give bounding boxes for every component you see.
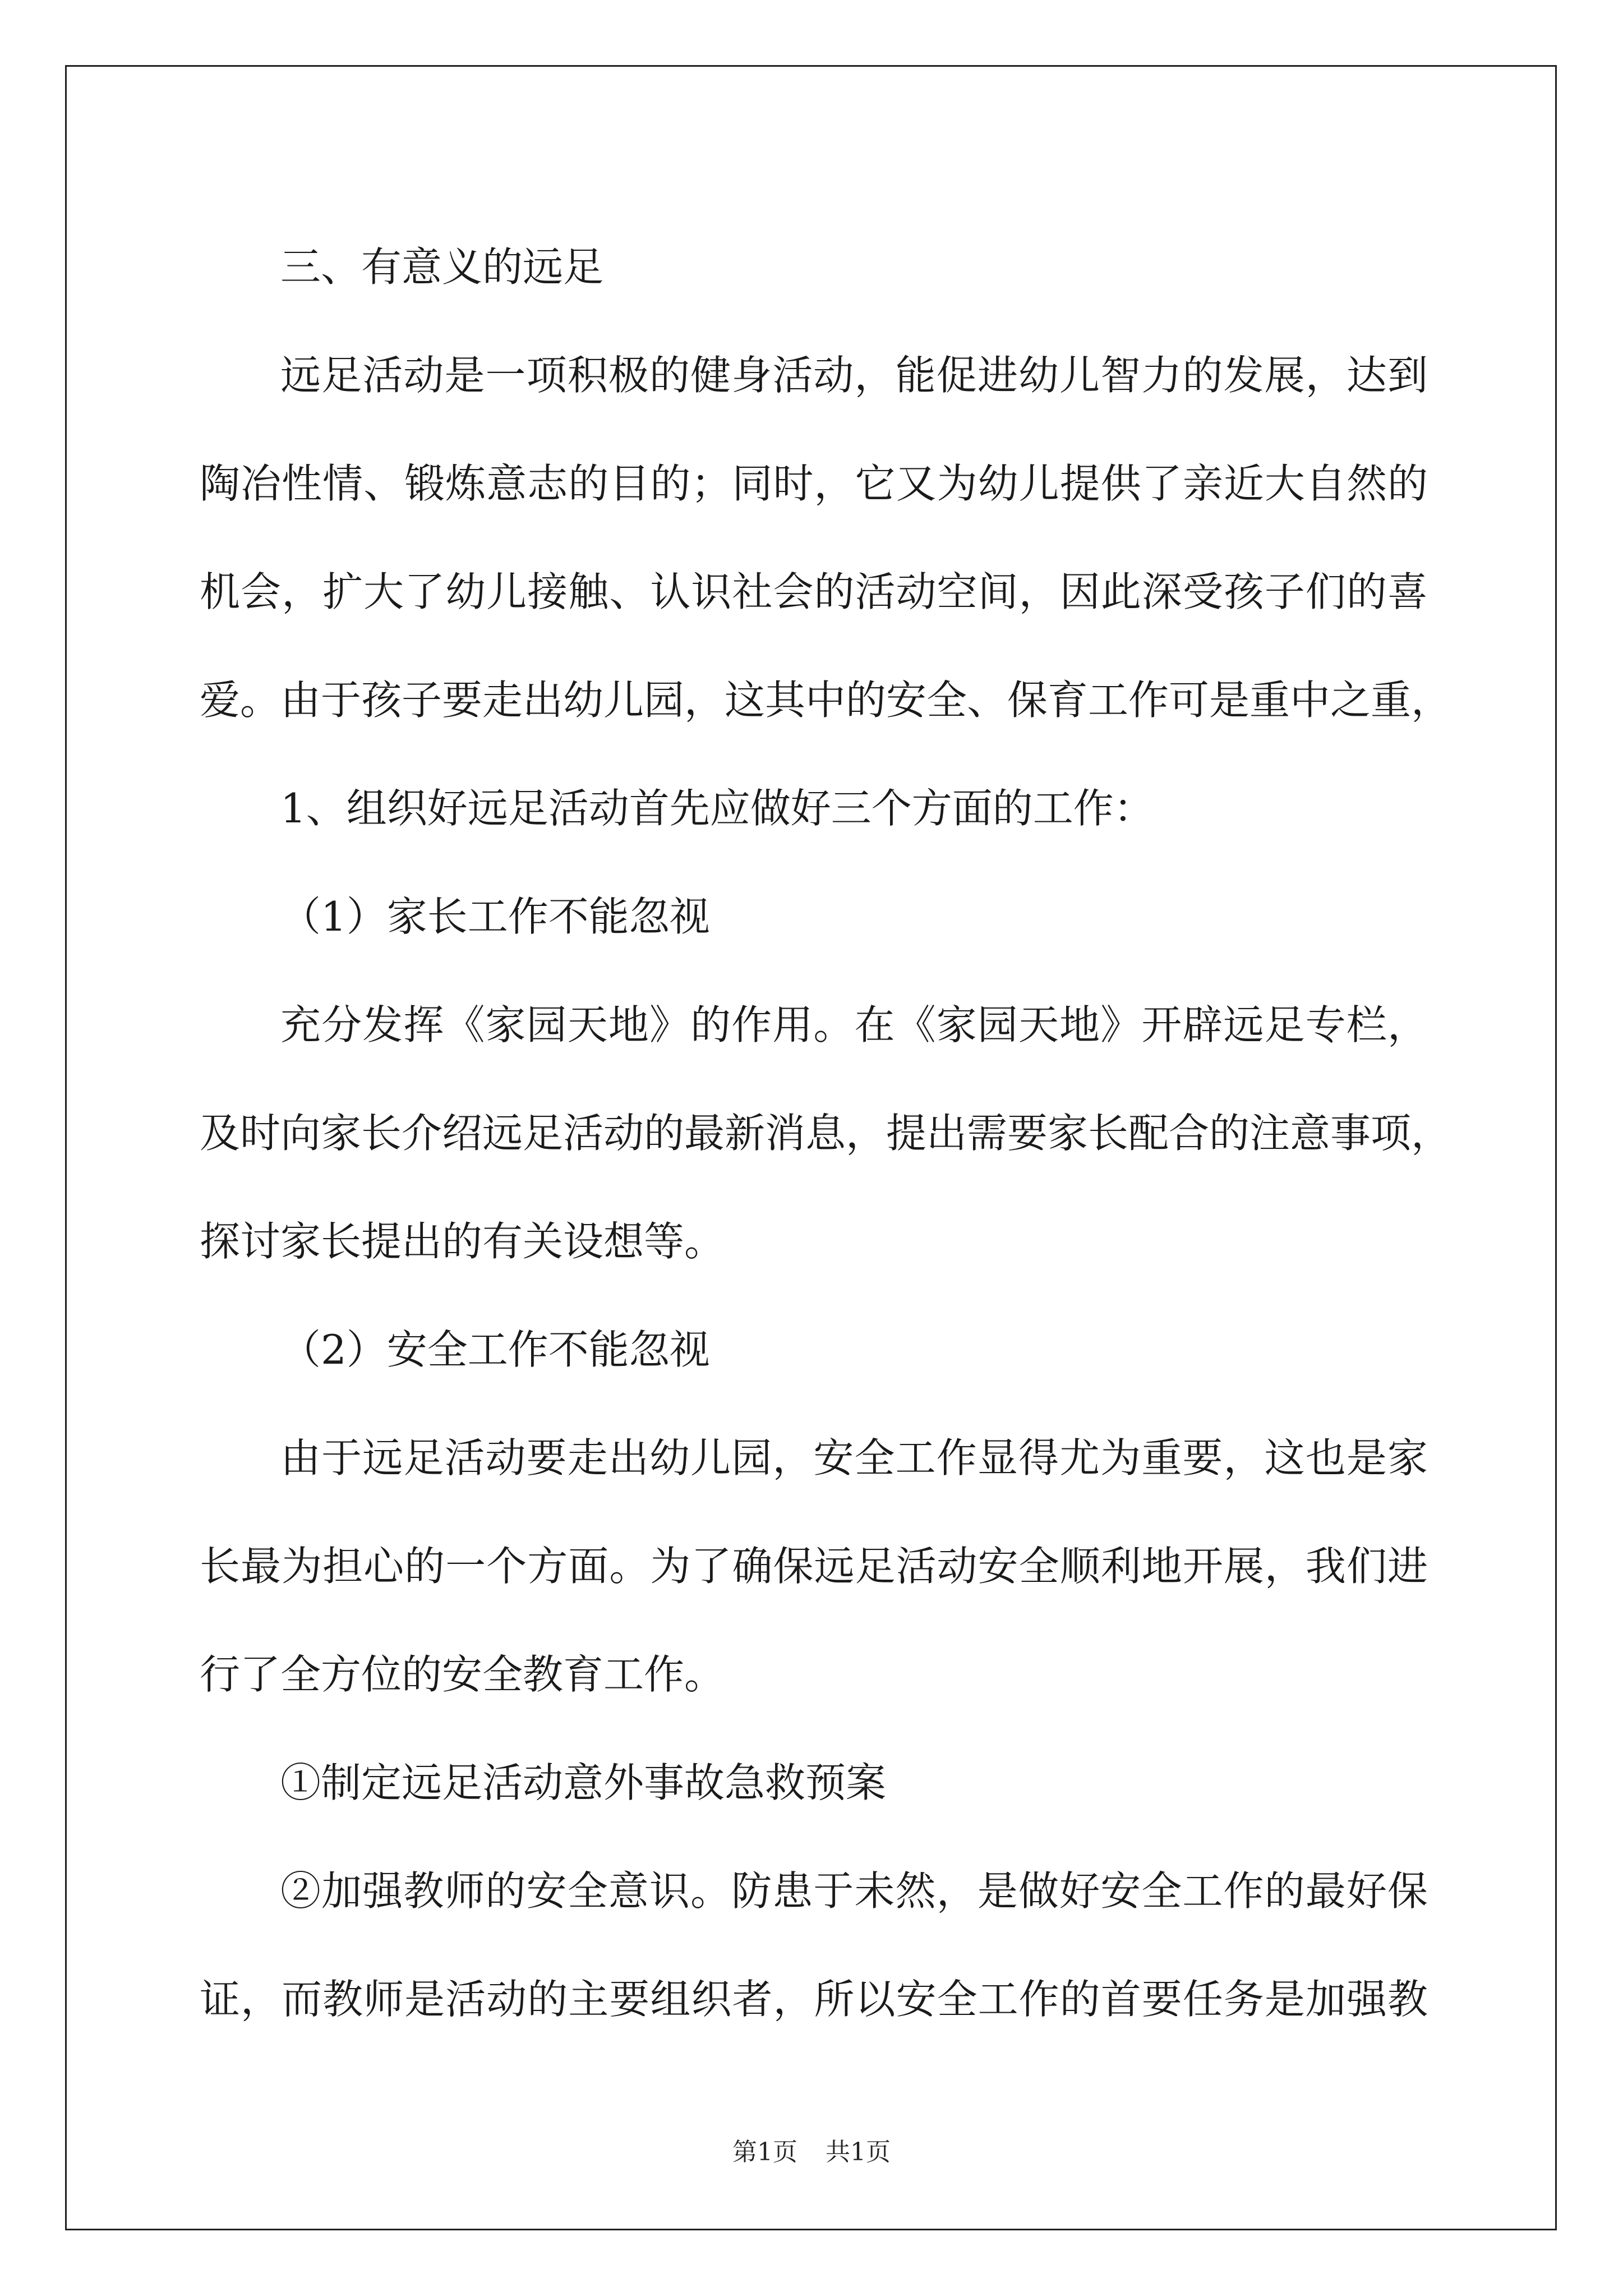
item-heading: （1）家长工作不能忽视 <box>280 893 710 940</box>
paragraph-line: 陶冶性情、锻炼意志的目的；同时，它又为幼儿提供了亲近大自然的 <box>200 460 1428 507</box>
paragraph-line: 长最为担心的一个方面。为了确保远足活动安全顺利地开展，我们进 <box>200 1543 1428 1590</box>
page-total: 共1页 <box>826 2138 891 2166</box>
paragraph-line: 行了全方位的安全教育工作。 <box>200 1651 725 1698</box>
item-heading: （2）安全工作不能忽视 <box>280 1326 710 1373</box>
paragraph-line: 机会，扩大了幼儿接触、认识社会的活动空间，因此深受孩子们的喜 <box>200 568 1428 615</box>
paragraph-line: 爱。由于孩子要走出幼儿园，这其中的安全、保育工作可是重中之重， <box>200 677 1452 724</box>
list-item: ①制定远足活动意外事故急救预案 <box>280 1759 887 1806</box>
paragraph-line: 探讨家长提出的有关设想等。 <box>200 1218 725 1265</box>
paragraph-line: 由于远足活动要走出幼儿园，安全工作显得尤为重要，这也是家 <box>280 1434 1428 1481</box>
paragraph-line: 充分发挥《家园天地》的作用。在《家园天地》开辟远足专栏， <box>280 1001 1428 1048</box>
paragraph-line: 远足活动是一项积极的健身活动，能促进幼儿智力的发展，达到 <box>280 352 1428 399</box>
list-item: ②加强教师的安全意识。防患于未然，是做好安全工作的最好保 <box>280 1867 1428 1915</box>
subsection-heading: 1、组织好远足活动首先应做好三个方面的工作： <box>280 785 1154 832</box>
section-heading: 三、有意义的远足 <box>280 243 604 291</box>
page-number: 第1页 <box>732 2138 797 2166</box>
paragraph-line: 证，而教师是活动的主要组织者，所以安全工作的首要任务是加强教 <box>200 1976 1428 2023</box>
paragraph-line: 及时向家长介绍远足活动的最新消息，提出需要家长配合的注意事项， <box>200 1110 1452 1157</box>
page-footer <box>0 2132 1623 2168</box>
document-body <box>200 213 1452 2054</box>
